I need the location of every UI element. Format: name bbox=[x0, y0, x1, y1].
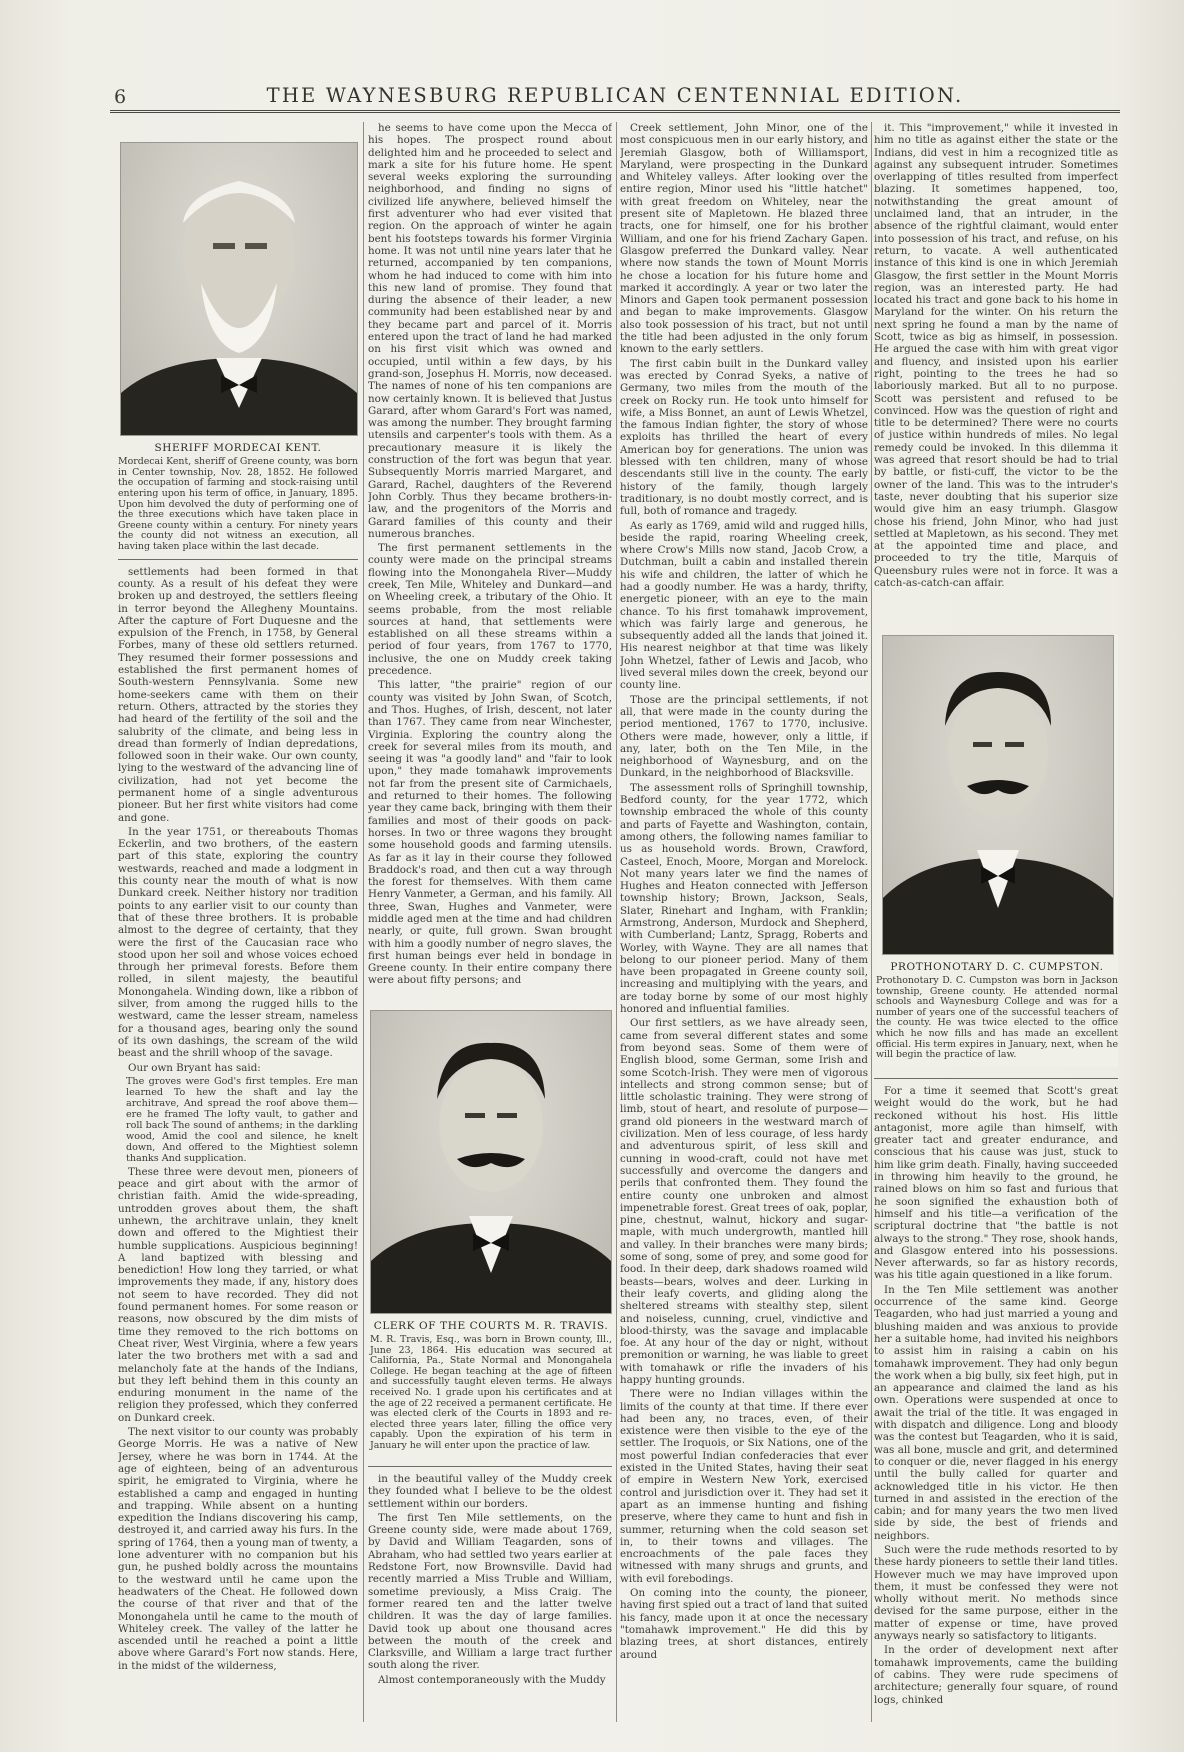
paragraph: The assessment rolls of Springhill township, Bedford county, for the year 1772, which township embraced the whole of this county and parts of Fayette and Washington, contain, among others, the following names familiar to us as household words. Brown, Crawford, Casteel, Enoch, Moore, Morgan and Morelock. Not many years later we find the names of Hughes and Heaton connected with Jefferson township history; Brown, Jackson, Seals, Slater, Rinehart and Ingham, with Franklin; Armstrong, Anderson, Murdock and Shepherd, with Cumberland; Lantz, Spragg, Roberts and Worley, with Wayne. They are all names that belong to our pioneer period. Many of them have been propagated in Greene county soil, increasing and multiplying with the years, and are today borne by some of our most highly honored and influential families. bbox=[620, 781, 868, 1016]
paragraph: The first Ten Mile settlements, on the Greene county side, were made about 1769, by David and William Teagarden, sons of Abraham, who had settled two years earlier at Redstone Fort, now Brownsville. David had recently married a Miss Truble and William, sometime previously, a Miss Craig. The former reared ten and the latter twelve children. It was the day of large families. David took up about one thousand acres between the mouth of the creek and Clarksville, and William a large tract further south along the river. bbox=[368, 1511, 612, 1672]
caption-text-kent: Mordecai Kent, sheriff of Greene county, was born in Center township, Nov. 28, 1852. He followed the occupation of farming and stock-raising until entering upon his term of office, in January, 1895. Upon him devolved the duty of performing one of the three executions which have taken place in Greene county within a century. For ninety years the county did not witness an execution, all having taken place within the last decade. bbox=[118, 456, 358, 553]
caption-title-cumpston: PROTHONOTARY D. C. CUMPSTON. bbox=[890, 961, 1104, 973]
paragraph: As early as 1769, amid wild and rugged hills, beside the rapid, roaring Wheeling creek, where Crow's Mills now stand, Jacob Crow, a Dutchman, built a cabin and installed therein his wife and children, the latter of which he had a goodly number. He was a hardy, thrifty, energetic pioneer, with an eye to the main chance. To his first tomahawk improvement, which was fairly large and generous, he subsequently added all the lands that joined it. His nearest neighbor at that time was likely John Whetzel, father of Lewis and Jacob, who lived several miles down the creek, beyond our county line. bbox=[620, 519, 868, 692]
paragraph: These three were devout men, pioneers of peace and girt about with the armor of christian faith. Amid the wide-spreading, untrodden groves about them, the shaft unhewn, the architrave unlain, they knelt down and offered to the Mightiest their humble supplications. Auspicious beginning! A land baptized with blessing and benediction! How long they tarried, or what improvements they made, if any, history does not seem to have recorded. They did not found permanent homes. For some reason or reasons, now obscured by the dim mists of time they removed to the rich bottoms on Cheat river, West Virginia, where a few years later the two brothers met with a sad and melancholy fate at the hands of the Indians, but they left behind them in this county an enduring monument in the name of the religion they professed, which they conferred on Dunkard creek. bbox=[118, 1165, 358, 1424]
portrait-kent bbox=[120, 142, 358, 436]
column-divider bbox=[363, 122, 364, 1722]
paragraph: For a time it seemed that Scott's great weight would do the work, but he had reckoned without his host. His little antagonist, more agile than himself, with greater tact and greater endurance, and conscious that his cause was just, stuck to him like grim death. Finally, having succeeded in throwing him heavily to the ground, he rained blows on him so fast and furious that he soon signified the exhaustion both of himself and his title—a verification of the scriptural doctrine that "the battle is not always to the strong." They rose, shook hands, and Glasgow entered into his possessions. Never afterwards, so far as history records, was his title again questioned in a like forum. bbox=[874, 1085, 1118, 1282]
paragraph: In the order of development next after tomahawk improvements, came the building of cabins. They were rude specimens of architecture; generally four square, of round logs, chinked bbox=[874, 1644, 1118, 1706]
paragraph: Those are the principal settlements, if not all, that were made in the county during the period mentioned, 1767 to 1770, inclusive. Others were made, however, only a little, if any, later, both on the Ten Mile, in the neighborhood of Waynesburg, and on the Dunkard, in the neighborhood of Blacksville. bbox=[620, 693, 868, 780]
portrait-cumpston bbox=[882, 635, 1114, 955]
paragraph: Our first settlers, as we have already seen, came from several different states and some from beyond seas. Some of them were of English blood, some German, some Irish and some Scotch-Irish. They were men of vigorous intellects and strong common sense; but of little scholastic training. They were strong of limb, stout of heart, and resolute of purpose—grand old pioneers in the westward march of civilization. Men of less courage, of less hardy and adventurous spirit, of less skill and cunning in wood-craft, could not have met successfully and overcome the dangers and perils that confronted them. They found the entire county one unbroken and almost impenetrable forest. Great trees of oak, poplar, pine, chestnut, walnut, hickory and sugar-maple, with much undergrowth, mantled hill and valley. In their branches were many birds; some of song, some of prey, and some good for food. In their deep, dark shadows roamed wild beasts—bears, wolves and deer. Lurking in their leafy coverts, and gliding along the sheltered streams with stealthy step, silent and noiseless, cunning, cruel, vindictive and blood-thirsty, was the savage and implacable foe. At any hour of the day or night, without premonition or warning, he was liable to greet with tomahawk or rifle the invaders of his happy hunting grounds. bbox=[620, 1017, 868, 1386]
caption-text-cumpston: Prothonotary D. C. Cumpston was born in Jackson township, Greene county. He attended normal schools and Waynesburg College and was for a number of years one of the successful teachers of the county. He was twice elected to the office which he now fills and has made an excellent official. His term expires in January, next, when he will begin the practice of law. bbox=[876, 975, 1118, 1061]
header-rule bbox=[110, 110, 1120, 113]
article-column-2 bbox=[368, 122, 612, 1722]
travis-inset bbox=[370, 1010, 612, 1458]
paragraph: Almost contemporaneously with the Muddy bbox=[378, 1673, 606, 1686]
section-divider bbox=[874, 1078, 1118, 1079]
paragraph: In the year 1751, or thereabouts Thomas Eckerlin, and two brothers, of the eastern part of this state, exploring the country westwards, reached and made a lodgment in this county near the mouth of what is now Dunkard creek. Neither history nor tradition points to any earlier visit to our county than that of these three brothers. It is probable almost to the degree of certainty, that they were the first of the Caucasian race who stood upon her soil and whose voices echoed through her primeval forests. Before them rolled, in silent majesty, the beautiful Monongahela. Winding down, like a ribbon of silver, from among the rugged hills to the westward, came the lesser stream, nameless for a thousand ages, bearing only the sound of its own dashings, the scream of the wild beast and the shrill whoop of the savage. bbox=[118, 825, 358, 1060]
paragraph: it. This "improvement," while it invested in him no title as against either the state or the Indians, did vest in him a recognized title as against any subsequent intruder. Sometimes overlapping of titles resulted from imperfect blazing. It sometimes happened, too, notwithstanding the great amount of unclaimed land, that an intruder, in the absence of the rightful claimant, would enter into possession of his tract, and refuse, on his return, to vacate. A well authenticated instance of this kind is one in which Jeremiah Glasgow, the first settler in the Mount Morris region, was an interested party. He had located his tract and gone back to his home in Maryland for the winter. On his return the next spring he found a man by the name of Scott, twice as big as himself, in possession. He argued the case with him with great vigor and fluency, and insisted upon his earlier right, pointing to the trees he had so laboriously marked. But all to no purpose. Scott was persistent and refused to be convinced. How was the question of right and title to be determined? There were no courts of justice within hundreds of miles. No legal remedy could be invoked. In this dilemma it was agreed that resort should be had to trial by battle, or fisti-cuff, the victor to be the owner of the land. This was to the intruder's taste, never doubting that his superior size would give him an easy triumph. Glasgow chose his friend, John Minor, who had just settled at Mapletown, as his second. They met at the appointed time and place, and proceeded to try the title, Marquis of Queensbury rules were not in force. It was a catch-as-catch-can affair. bbox=[874, 122, 1118, 589]
caption-title-kent: SHERIFF MORDECAI KENT. bbox=[154, 442, 322, 454]
portrait-kent-image bbox=[121, 143, 357, 435]
paragraph: in the beautiful valley of the Muddy creek they founded what I believe to be the oldest settlement within our borders. bbox=[368, 1473, 612, 1510]
column-divider bbox=[616, 122, 617, 1722]
paragraph: The first permanent settlements in the county were made on the principal streams flowing into the Monongahela River—Muddy creek, Ten Mile, Whiteley and Dunkard—and on Wheeling creek, a tributary of the Ohio. It seems probable, from the most reliable sources at hand, that settlements were established on all these streams within a period of four years, from 1767 to 1770, inclusive, the one on Muddy creek taking precedence. bbox=[368, 542, 612, 678]
page-header bbox=[110, 82, 1120, 112]
column-divider bbox=[871, 122, 872, 1722]
paragraph: There were no Indian villages within the limits of the county at that time. If there ever had been any, no traces, even, of their existence were then visible to the eye of the settler. The Iroquois, or Six Nations, one of the most powerful Indian confederacies that ever existed in the United States, having their seat of empire in Western New York, exercised control and jurisdiction over it. They had set it apart as an immense hunting and fishing preserve, where they came to hunt and fish in summer, returning when the cold season set in, to their towns and villages. The encroachments of the pale faces they witnessed with many shrugs and grunts, and with evil forebodings. bbox=[620, 1388, 868, 1585]
column-2-lower bbox=[368, 1460, 612, 1722]
portrait-travis bbox=[370, 1010, 612, 1314]
section-divider bbox=[118, 559, 358, 560]
paragraph: Such were the rude methods resorted to by these hardy pioneers to settle their land titles. However much we may have improved upon them, it must be confessed they were not wholly without merit. No methods since devised for the same purpose, either in the matter of expense or time, have proved anyways nearly so satisfactory to litigants. bbox=[874, 1543, 1118, 1643]
column-4-upper bbox=[874, 122, 1118, 622]
paragraph: In the Ten Mile settlement was another occurrence of the same kind. George Teagarden, who had just married a young and blushing maiden and was anxious to provide her a suitable home, had invited his neighbors to assist him in raising a cabin on his tomahawk improvement. They had only begun the work when a big bully, six feet high, put in an appearance and claimed the land as his own. Operations were suspended at once to await the trial of the title. It was engaged in with dispatch and diligence. Long and bloody was the contest but Teagarden, who it is said, was all bone, muscle and grit, and determined to conquer or die, never flagged in his energy until the bully called for quarter and acknowledged title in his victor. He then turned in and assisted in the erection of the cabin; and for many years the two men lived side by side, the best of friends and neighbors. bbox=[874, 1283, 1118, 1542]
column-2-upper bbox=[368, 122, 612, 1008]
article-column-1 bbox=[118, 122, 358, 1722]
paragraph: Creek settlement, John Minor, one of the most conspicuous men in our early history, and Jeremiah Glasgow, both of Williamsport, Maryland, were prospecting in the Dunkard and Whiteley valleys. After looking over the entire region, Minor used his "little hatchet" with great freedom on Whiteley, near the present site of Mapletown. He blazed three tracts, one for himself, one for his brother William, and one for his friend Zachary Gapen. Glasgow preferred the Dunkard valley. Near where now stands the town of Mount Morris he chose a location for his future home and marked it accordingly. A year or two later the Minors and Gapen took permanent possession and began to make improvements. Glasgow also took possession of his tract, but not until the title had been adjusted in the only forum known to the early settlers. bbox=[620, 122, 868, 356]
page-number: 6 bbox=[114, 86, 127, 108]
paragraph: On coming into the county, the pioneer, having first spied out a tract of land that suited his fancy, made upon it at once the necessary "tomahawk improvement." He did this by blazing trees, at short distances, entirely around bbox=[620, 1587, 868, 1661]
paragraph: settlements had been formed in that county. As a result of his defeat they were broken up and destroyed, the settlers fleeing in terror beyond the Allegheny Mountains. After the capture of Fort Duquesne and the expulsion of the French, in 1758, by General Forbes, many of these old settlers returned. They resumed their former possessions and established the first permanent homes of South-western Pennsylvania. Some new home-seekers came with them on their return. Others, attracted by the stories they had heard of the fertility of the soil and the salubrity of the climate, and being less in dread than formerly of Indian depredations, followed soon in their wake. Our own county, lying to the westward of the advancing line of civilization, had not yet become the permanent home of a single adventurous pioneer. But her first white visitors had come and gone. bbox=[118, 565, 358, 824]
caption-title-travis: CLERK OF THE COURTS M. R. TRAVIS. bbox=[373, 1320, 609, 1332]
portrait-travis-image bbox=[371, 1011, 611, 1313]
column-4-lower bbox=[874, 1072, 1118, 1722]
paragraph: Our own Bryant has said: bbox=[128, 1061, 261, 1074]
masthead-title: THE WAYNESBURG REPUBLICAN CENTENNIAL EDITION. bbox=[266, 84, 964, 107]
poem-quote: The groves were God's first temples. Ere man learned To hew the shaft and lay the architrave, And spread the roof above them—ere he framed The lofty vault, to gather and roll back The sound of anthems; in the darkling wood, Amid the cool and silence, he knelt down, And offered to the Mightiest solemn thanks And supplication. bbox=[126, 1075, 358, 1164]
caption-text-travis: M. R. Travis, Esq., was born in Brown county, Ill., June 23, 1864. His education was secured at California, Pa., State Normal and Monongahela College. He began teaching at the age of fifteen and successfully taught eleven terms. He always received No. 1 grade upon his certificates and at the age of 22 received a permanent certificate. He was elected clerk of the Courts in 1893 and re-elected three years later, filling the office very capably. Upon the expiration of his term in January he will enter upon the practice of law. bbox=[370, 1334, 612, 1451]
article-column-3 bbox=[620, 122, 868, 1722]
section-divider bbox=[368, 1466, 612, 1467]
paragraph: This latter, "the prairie" region of our county was visited by John Swan, of Scotch, and Thos. Hughes, of Irish, descent, not later than 1767. They came from near Winchester, Virginia. Exploring the country along the creek for several miles from its mouth, and seeing it was "a goodly land" and "fair to look upon," they made tomahawk improvements not far from the present site of Carmichaels, and returned to their homes. The following year they came back, bringing with them their families and most of their goods on pack-horses. In two or three wagons they brought some household goods and farming utensils. As far as it lay in their course they followed Braddock's road, and then cut a way through the forest for themselves. With them came Henry Vanmeter, a German, and his family. All three, Swan, Hughes and Vanmeter, were middle aged men at the time and had children nearly, or quite, full grown. Swan brought with him a goodly number of negro slaves, the first human beings ever held in bondage in Greene county. In their entire company there were about fifty persons; and bbox=[368, 679, 612, 987]
cumpston-inset bbox=[876, 635, 1118, 1067]
portrait-cumpston-image bbox=[883, 636, 1113, 954]
paragraph: The first cabin built in the Dunkard valley was erected by Conrad Syeks, a native of Germany, two miles from the mouth of the creek on Rocky run. He took unto himself for wife, a Miss Bonnet, an aunt of Lewis Whetzel, the famous Indian fighter, the story of whose exploits has thrilled the heart of every American boy for generations. The union was blessed with ten children, many of whose descendants still live in the county. The early history of the family, though largely traditionary, is no doubt mostly correct, and is full, both of romance and tragedy. bbox=[620, 357, 868, 518]
paragraph: he seems to have come upon the Mecca of his hopes. The prospect round about delighted him and he proceeded to select and mark a site for his future home. He spent several weeks exploring the surrounding neighborhood, and finding no signs of civilized life anywhere, believed himself the first adventurer who had ever visited that region. On the approach of winter he again bent his footsteps towards his former Virginia home. It was not until nine years later that he returned, accompanied by ten companions, whom he had induced to come with him into this new land of promise. They found that during the absence of their leader, a new community had been established near by and they became part and parcel of it. Morris entered upon the tract of land he had marked on his first visit which was owned and occupied, until within a few days, by his grand-son, Josephus H. Morris, now deceased. The names of none of his ten companions are now certainly known. It is believed that Justus Garard, after whom Garard's Fort was named, was among the number. They brought farming utensils and carpenter's tools with them. As a precautionary measure it is likely the construction of the fort was begun that year. Subsequently Morris married Margaret, and Garard, Rachel, daughters of the Reverend John Corbly. Thus they became brothers-in-law, and the progenitors of the Morris and Garard families of this county and their numerous branches. bbox=[368, 122, 612, 540]
paragraph: The next visitor to our county was probably George Morris. He was a native of New Jersey, where he was born in 1744. At the age of eighteen, being of an adventurous spirit, he emigrated to Virginia, where he established a camp and engaged in hunting and trapping. While absent on a hunting expedition the Indians discovering his camp, destroyed it, and carried away his furs. In the spring of 1764, then a young man of twenty, a lone adventurer with no companion but his gun, he pushed boldly across the mountains to the westward until he came upon the headwaters of the Cheat. He followed down the course of that river and that of the Monongahela until he came to the mouth of Whiteley creek. The valley of the latter he ascended until he reached a point a little above where Garard's Fort now stands. Here, in the midst of the wilderness, bbox=[118, 1426, 358, 1672]
